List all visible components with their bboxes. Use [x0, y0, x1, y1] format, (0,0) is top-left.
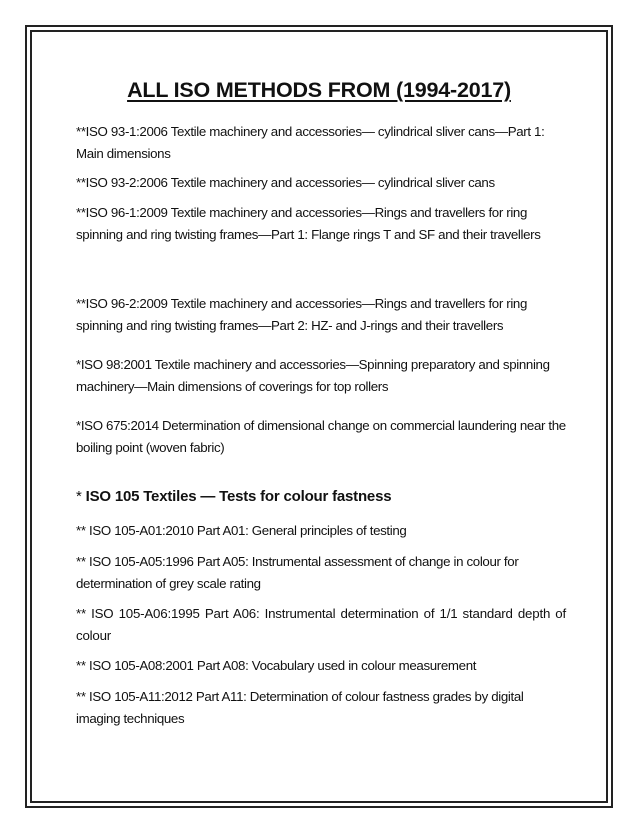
section-heading-iso-105	[76, 488, 566, 505]
iso-entry-105-a01: ** ISO 105-A01:2010 Part A01: General principles of testing	[76, 523, 407, 538]
iso-entry-675: *ISO 675:2014 Determination of dimensional change on commercial laundering near the boiling point (woven fabric)	[76, 418, 566, 455]
document-title: ALL ISO METHODS FROM (1994-2017)	[127, 78, 511, 102]
iso-entry-93-2: **ISO 93-2:2006 Textile machinery and accessories— cylindrical sliver cans	[76, 175, 495, 190]
iso-entry-105-a06: ** ISO 105-A06:1995 Part A06: Instrumental determination of 1/1 standard depth of colour	[76, 606, 566, 643]
section-prefix: *	[76, 488, 86, 505]
iso-entry-105-a11: ** ISO 105-A11:2012 Part A11: Determination of colour fastness grades by digital imaging techniques	[76, 689, 524, 726]
iso-entry-105-a05: ** ISO 105-A05:1996 Part A05: Instrumental assessment of change in colour for determination of grey scale rating	[76, 554, 519, 591]
iso-entry-105-a08: ** ISO 105-A08:2001 Part A08: Vocabulary used in colour measurement	[76, 658, 477, 673]
iso-entry-98: *ISO 98:2001 Textile machinery and accessories—Spinning preparatory and spinning machinery—Main dimensions of coverings for top rollers	[76, 357, 550, 394]
iso-entry-93-1: **ISO 93-1:2006 Textile machinery and accessories— cylindrical sliver cans—Part 1: Main dimensions	[76, 124, 545, 161]
iso-entry-96-2: **ISO 96-2:2009 Textile machinery and accessories—Rings and travellers for ring spinning and ring twisting frames—Part 2: HZ- and J-rings and their travellers	[76, 296, 528, 333]
iso-entry-96-1: **ISO 96-1:2009 Textile machinery and accessories—Rings and travellers for ring spinning and ring twisting frames—Part 1: Flange rings T and SF and their travellers	[76, 205, 541, 242]
section-heading-text: ISO 105 Textiles — Tests for colour fastness	[85, 488, 392, 505]
